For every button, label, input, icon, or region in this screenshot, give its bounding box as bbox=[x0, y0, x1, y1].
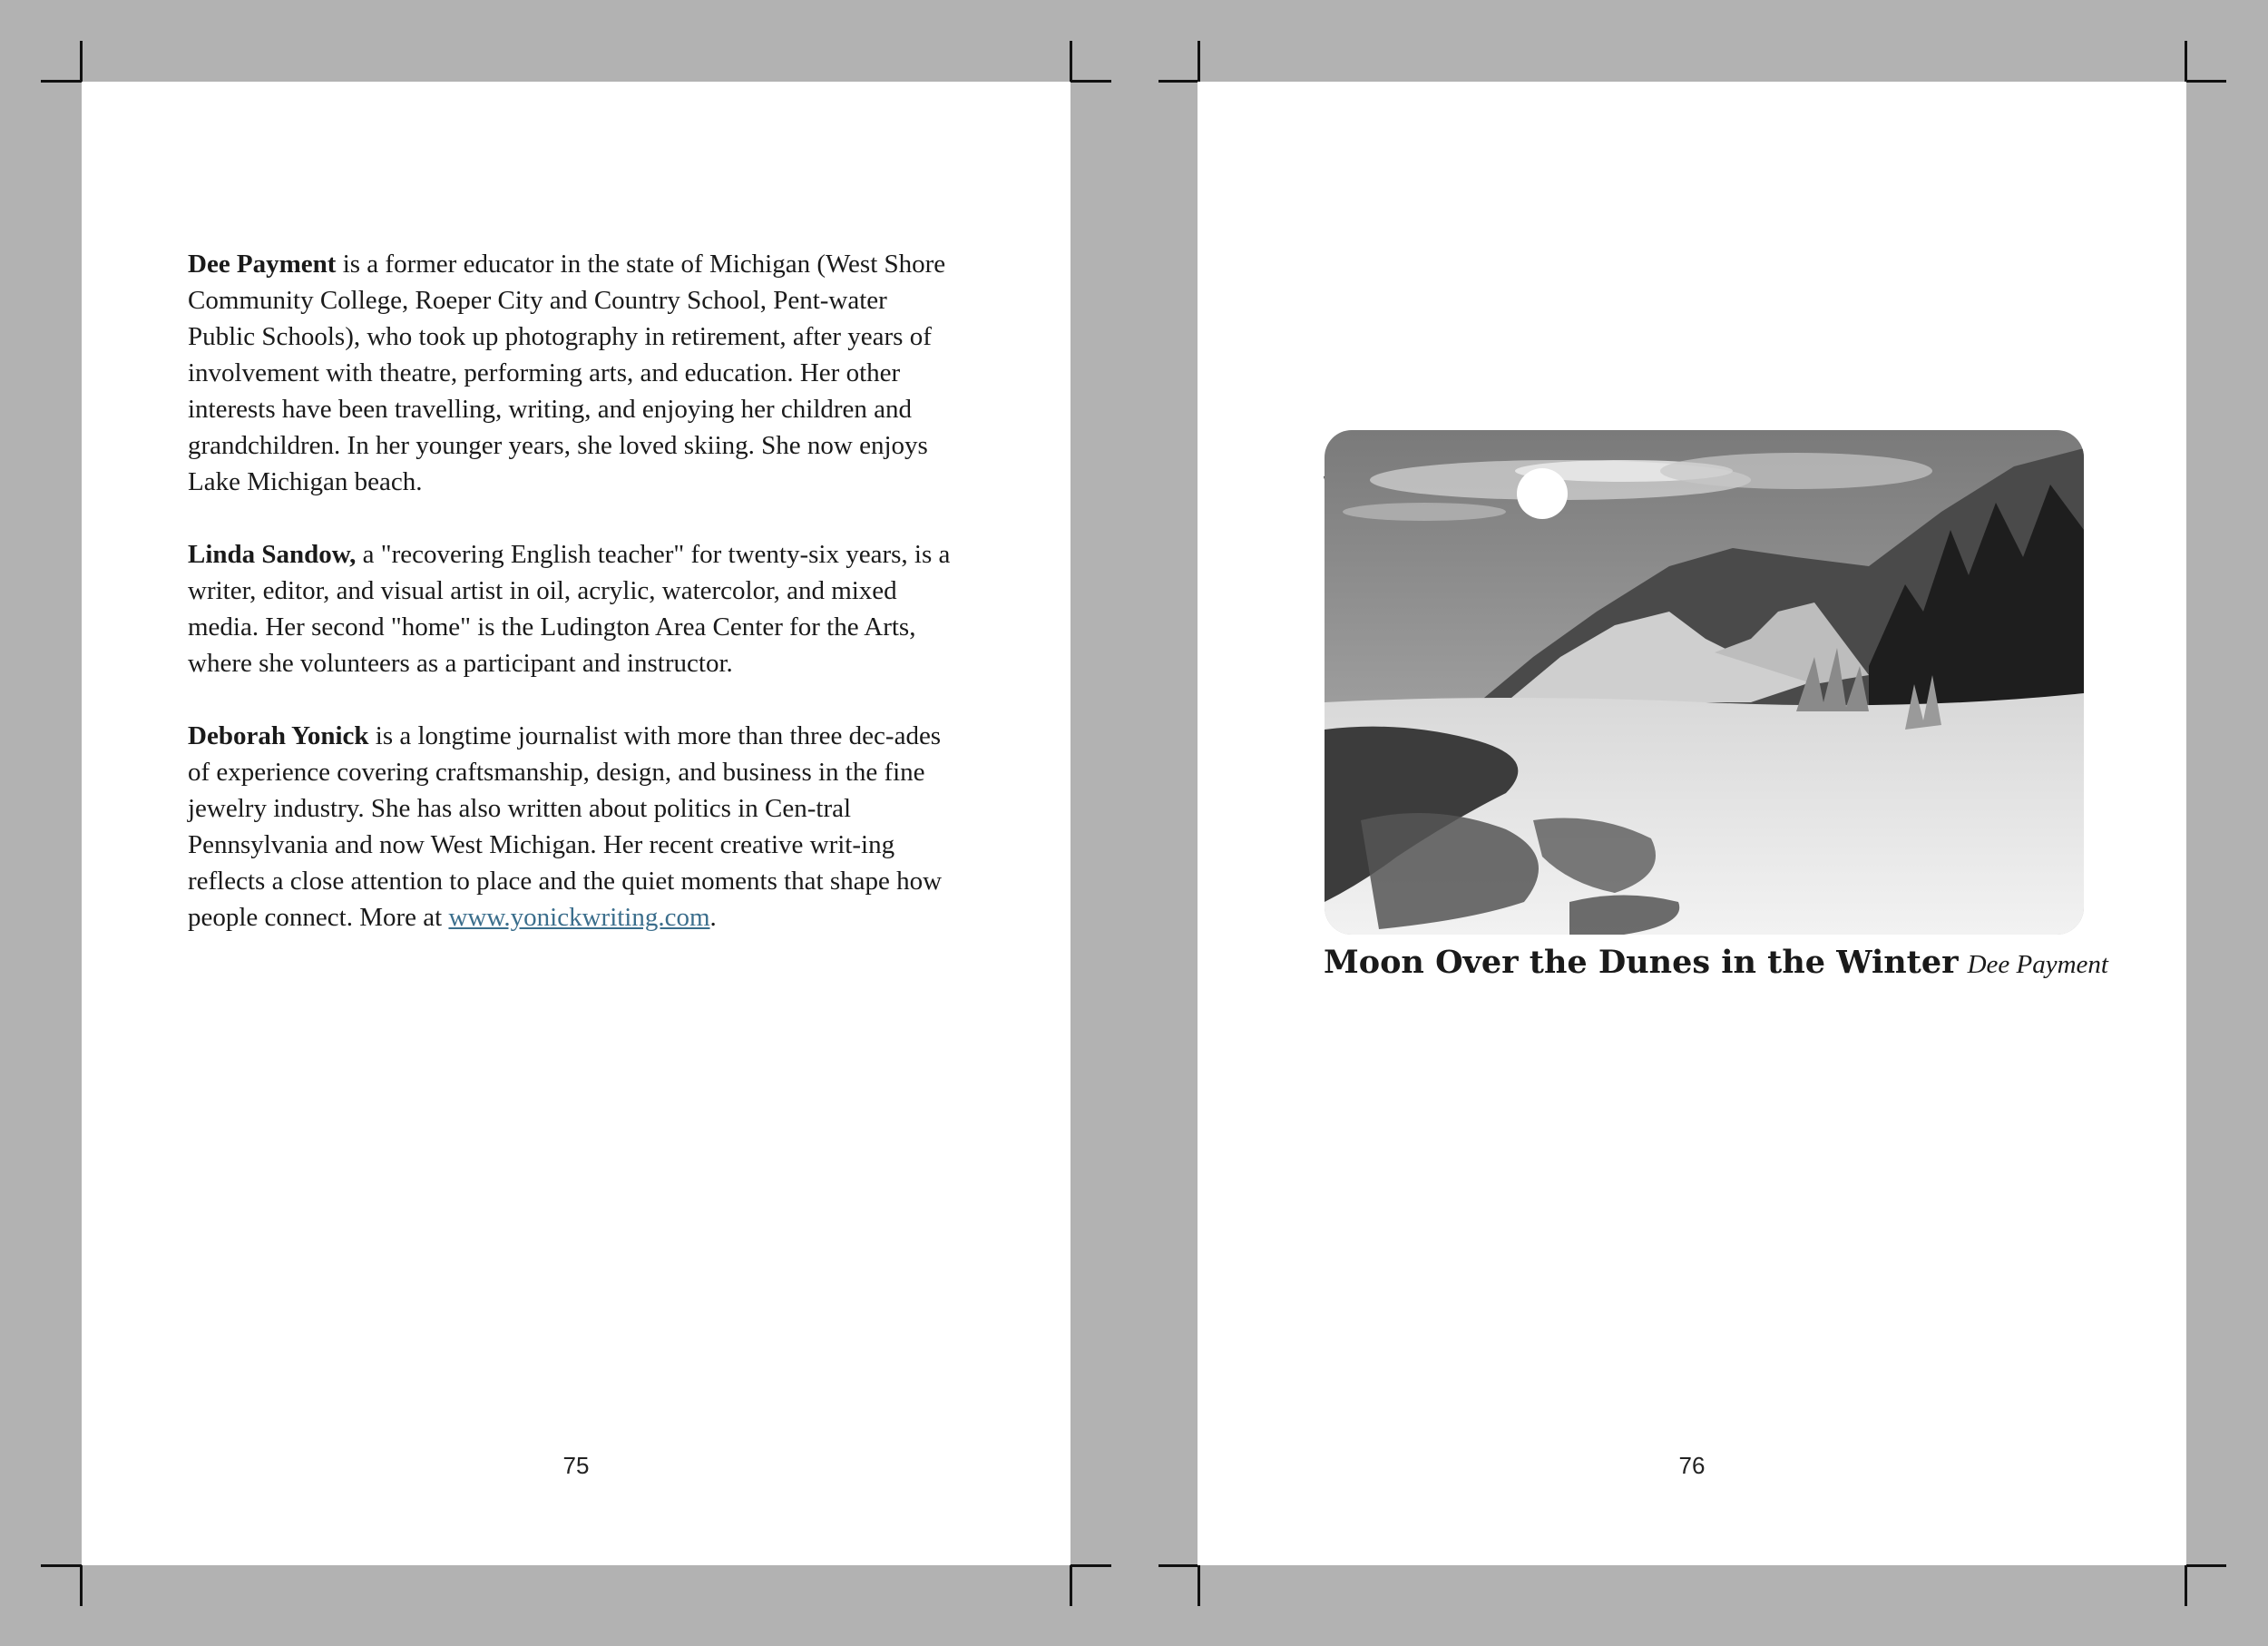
photo-caption bbox=[1324, 944, 2108, 981]
right-page bbox=[1198, 82, 2186, 1565]
crop-mark bbox=[80, 41, 83, 83]
caption-title: Moon Over the Dunes in the Winter bbox=[1324, 944, 1959, 981]
page-number: 75 bbox=[562, 1452, 590, 1479]
crop-mark bbox=[1198, 41, 1200, 83]
left-page bbox=[82, 82, 1070, 1565]
contributor-bios bbox=[188, 246, 959, 972]
bio-name: Dee Payment bbox=[188, 250, 337, 279]
caption-credit: Dee Payment bbox=[1967, 950, 2108, 979]
bio-name: Linda Sandow, bbox=[188, 540, 357, 569]
bio-deborah-yonick bbox=[188, 718, 959, 936]
bio-linda-sandow bbox=[188, 536, 959, 681]
page-number: 76 bbox=[1678, 1452, 1706, 1479]
crop-mark bbox=[1070, 1564, 1111, 1567]
crop-mark bbox=[1070, 41, 1072, 83]
website-link[interactable]: www.yonickwriting.com bbox=[448, 903, 710, 932]
bio-text: is a longtime journalist with more than three dec-ades of experience covering craftsmanship, design, and business in the fine jewelry industry. She has also written about politics in Cen-tral Pennsylvania and now West Michigan. Her recent creative writ-ing reflects a close attention to place and the quiet moments that shape how people connect. More at bbox=[188, 721, 943, 932]
crop-mark bbox=[2185, 41, 2187, 83]
crop-mark bbox=[2185, 80, 2226, 83]
bio-name: Deborah Yonick bbox=[188, 721, 369, 750]
crop-mark bbox=[1158, 80, 1200, 83]
crop-mark bbox=[80, 1564, 83, 1606]
crop-mark bbox=[1070, 80, 1111, 83]
crop-mark bbox=[2185, 1564, 2226, 1567]
bio-text: a "recovering English teacher" for twenty-six years, is a writer, editor, and visual artist in oil, acrylic, watercolor, and mixed media. Her second "home" is the Ludington Area Center for the Arts, where she volunteers as a participant and instructor. bbox=[188, 540, 951, 678]
crop-mark bbox=[2185, 1564, 2187, 1606]
crop-mark bbox=[1198, 1564, 1200, 1606]
crop-mark bbox=[1070, 1564, 1072, 1606]
bio-text: is a former educator in the state of Michigan (West Shore Community College, Roeper City and Country School, Pent-water Public Schools), who took up photography in retirement, after years of involvement with theatre, performing arts, and education. Her other interests have been travelling, writing, and enjoying her children and grandchildren. In her younger years, she loved skiing. She now enjoys Lake Michigan beach. bbox=[188, 250, 946, 496]
bio-dee-payment bbox=[188, 246, 959, 500]
bio-text-end: . bbox=[709, 903, 717, 932]
crop-mark bbox=[41, 1564, 83, 1567]
crop-mark bbox=[41, 80, 83, 83]
moon bbox=[1517, 468, 1568, 519]
winter-dunes-photo bbox=[1325, 430, 2084, 935]
crop-mark bbox=[1158, 1564, 1200, 1567]
